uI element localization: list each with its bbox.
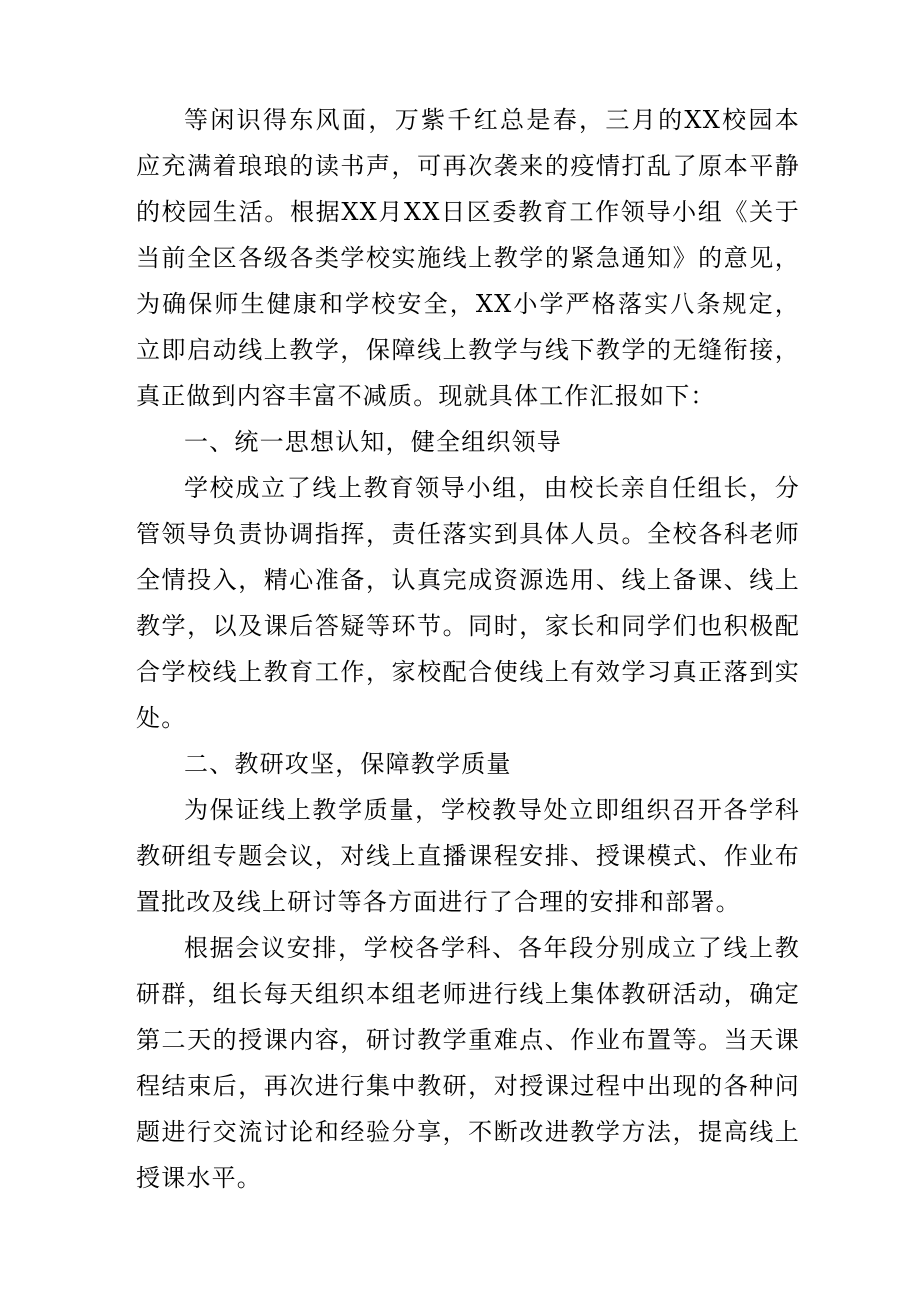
section-heading-2: 二、教研攻坚，保障教学质量 bbox=[184, 750, 512, 778]
intro-paragraph: 等闲识得东风面，万紫千红总是春，三月的XX校园本应充满着琅琅的读书声，可再次袭来的疫情打乱了原本平静的校园生活。根据XX月XX日区委教育工作领导小组《关于当前全区各级各类学校实施线上教学的紧急通知》的意见，为确保师生健康和学校安全，XX小学严格落实八条规定，立即启动线上教学，保障线上教学与线下教学的无缝衔接，真正做到内容丰富不减质。现就具体工作汇报如下： bbox=[136, 106, 800, 410]
section-2-paragraph-2: 根据会议安排，学校各学科、各年段分别成立了线上教研群，组长每天组织本组老师进行线上集体教研活动，确定第二天的授课内容，研讨教学重难点、作业布置等。当天课程结束后，再次进行集中教研，对授课过程中出现的各种问题进行交流讨论和经验分享，不断改进教学方法，提高线上授课水平。 bbox=[136, 934, 800, 1192]
document-body bbox=[136, 97, 800, 1201]
section-2-paragraph-1: 为保证线上教学质量，学校教导处立即组织召开各学科教研组专题会议，对线上直播课程安排、授课模式、作业布置批改及线上研讨等各方面进行了合理的安排和部署。 bbox=[136, 796, 800, 916]
section-heading-1: 一、统一思想认知，健全组织领导 bbox=[184, 428, 562, 456]
section-1-paragraph: 学校成立了线上教育领导小组，由校长亲自任组长，分管领导负责协调指挥，责任落实到具体人员。全校各科老师全情投入，精心准备，认真完成资源选用、线上备课、线上教学，以及课后答疑等环节。同时，家长和同学们也积极配合学校线上教育工作，家校配合使线上有效学习真正落到实处。 bbox=[136, 474, 800, 732]
